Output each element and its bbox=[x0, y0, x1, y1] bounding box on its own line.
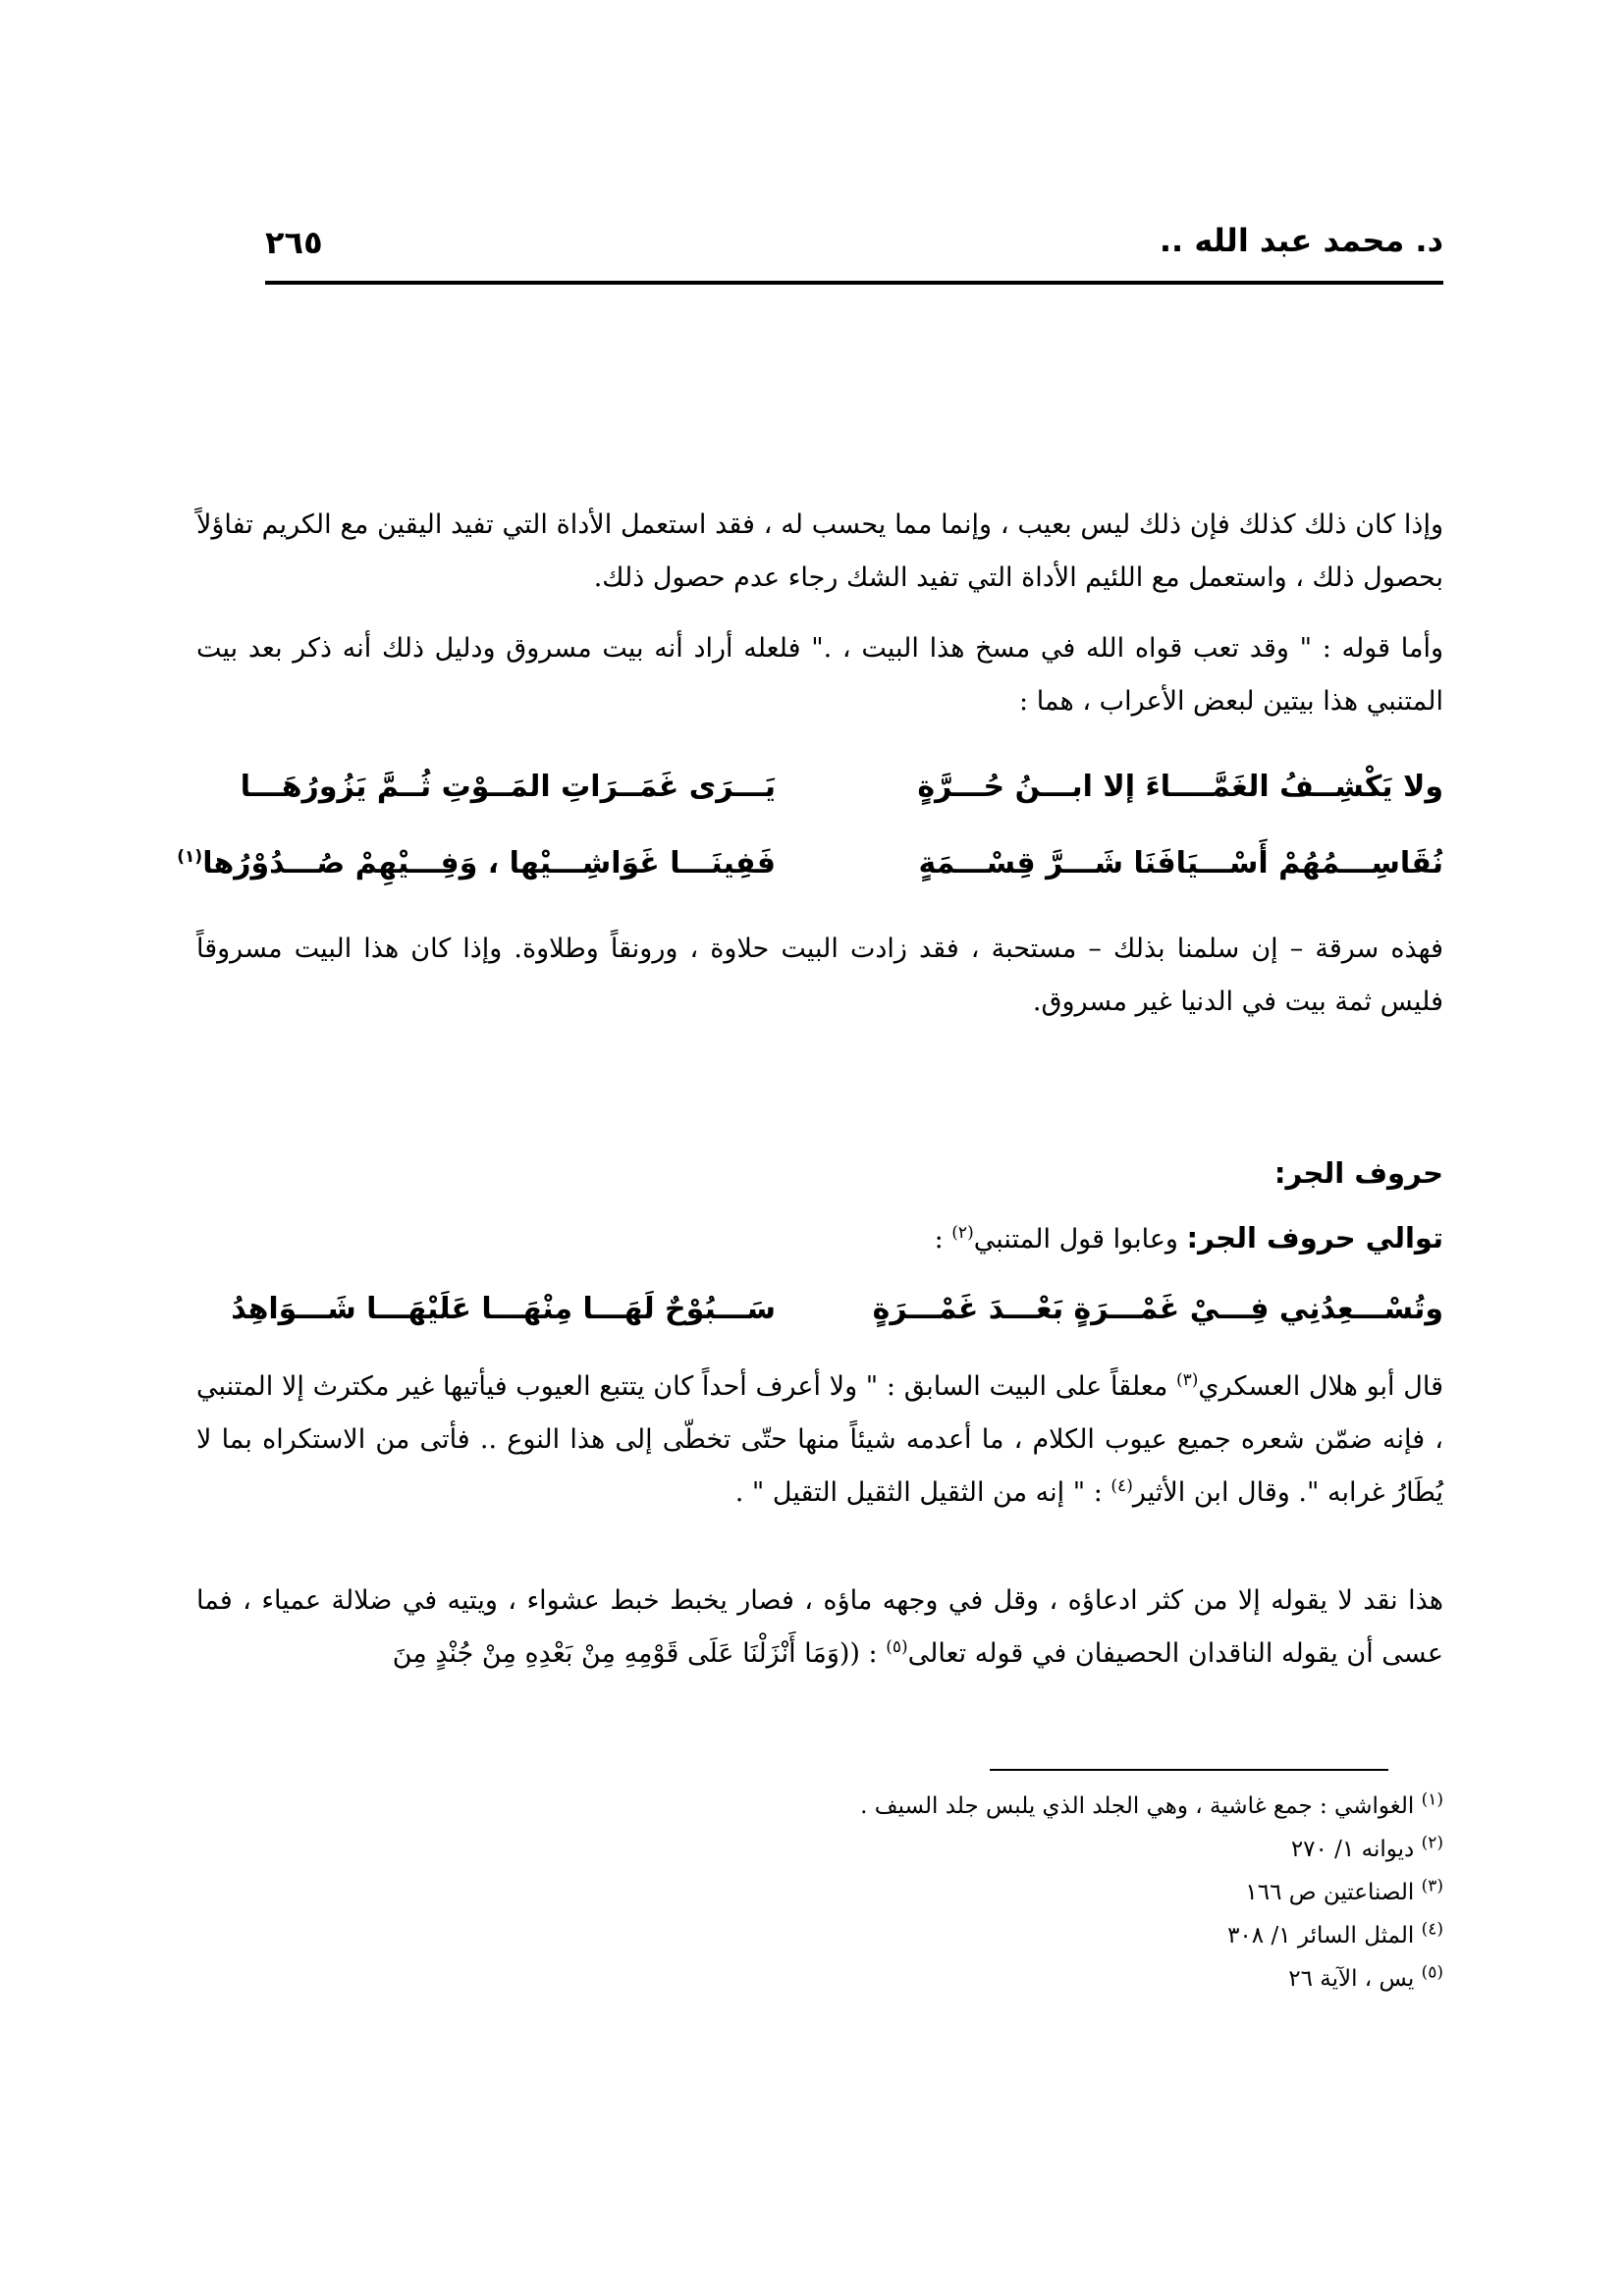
page-number: ٢٦٥ bbox=[265, 224, 323, 261]
footnote bbox=[560, 1914, 1443, 1957]
paragraph-4-part-b: معلقاً على البيت السابق : " ولا أعرف أحداً كان يتتبع العيوب فيأتيها غير مكترث إلا المتنبي ، فإنه ضمّن شعره جميع عيوب الكلام ، ما أعدمه شيئاً منها حتّى تخطّى إلى هذا النوع .. فأتى من الاستكراه بما لا يُطَارُ غرابه ". وقال ابن الأثير bbox=[196, 1371, 1443, 1508]
footnote bbox=[560, 1828, 1443, 1871]
header-rule bbox=[265, 281, 1443, 285]
running-head: د. محمد عبد الله .. bbox=[1159, 222, 1443, 259]
paragraph-5 bbox=[196, 1575, 1443, 1681]
paragraph-4-part-c: : " إنه من الثقيل الثقيل التقيل " . bbox=[734, 1477, 1111, 1508]
subheading-line bbox=[935, 1221, 1443, 1255]
paragraph-4-part-a: قال أبو هلال العسكري bbox=[1198, 1371, 1443, 1402]
paragraph-5-part-b: : ((وَمَا أَنْزَلْنَا عَلَى قَوْمِهِ مِنْ بَعْدِهِ مِنْ جُنْدٍ مِنَ bbox=[392, 1638, 887, 1669]
footnote-mark: (٥) bbox=[1421, 1962, 1443, 1983]
footnote bbox=[560, 1957, 1443, 2001]
verse-3-first-hemistich: وتُسْـــعِدُنِي فِـــيْ غَمْـــرَةٍ بَعْـــدَ غَمْـــرَةٍ bbox=[872, 1292, 1443, 1326]
footnote-text: يس ، الآية ٢٦ bbox=[1288, 1966, 1422, 1992]
footnote-text: الغواشي : جمع غاشية ، وهي الجلد الذي يلبس جلد السيف . bbox=[860, 1793, 1422, 1819]
footnote-separator bbox=[990, 1769, 1388, 1771]
paragraph-5-part-a: هذا نقد لا يقوله إلا من كثر ادعاؤه ، وقل في وجهه ماؤه ، فصار يخبط خبط عشواء ، ويتيه في ضلالة عمياء ، فما عسى أن يقوله الناقدان الحصيفان في قوله تعالى bbox=[196, 1585, 1443, 1669]
verse-2-first-hemistich: نُقَاسِـــمُهُمْ أَسْـــيَافَنَا شَـــرَّ قِسْـــمَةٍ bbox=[918, 846, 1443, 881]
subheading-text: وعابوا قول المتنبي bbox=[973, 1224, 1187, 1255]
footnote-ref-1: (١) bbox=[177, 847, 203, 867]
footnote-ref-4: (٤) bbox=[1110, 1476, 1133, 1496]
verse-line-3 bbox=[196, 1292, 1443, 1351]
section-heading: حروف الجر: bbox=[1273, 1156, 1443, 1190]
verse-3-second-hemistich: سَـــبُوْحٌ لَهَـــا مِنْهَـــا عَلَيْهَـــا شَـــوَاهِدُ bbox=[231, 1292, 776, 1326]
footnote-mark: (٢) bbox=[1421, 1833, 1443, 1853]
paragraph-2: وأما قوله : " وقد تعب قواه الله في مسخ هذا البيت ، ." فلعله أراد أنه بيت مسروق ودليل ذلك أنه ذكر بعد بيت المتنبي هذا بيتين لبعض الأعراب ، هما : bbox=[196, 633, 1443, 717]
verse-line-2 bbox=[177, 846, 1443, 905]
paragraph-3: فهذه سرقة – إن سلمنا بذلك – مستحبة ، فقد زادت البيت حلاوة ، ورونقاً وطلاوة. وإذا كان هذا البيت مسروقاً فليس ثمة بيت في الدنيا غير مسروق. bbox=[196, 934, 1443, 1017]
footnote-text: الصناعتين ص ١٦٦ bbox=[1245, 1880, 1422, 1905]
footnote-mark: (١) bbox=[1421, 1789, 1443, 1810]
footnote bbox=[560, 1785, 1443, 1828]
footnotes bbox=[560, 1785, 1443, 2001]
verse-2-second-hemistich bbox=[177, 846, 776, 881]
footnote-ref-2: (٢) bbox=[951, 1223, 974, 1243]
footnote-text: المثل السائر ١/ ٣٠٨ bbox=[1227, 1923, 1422, 1949]
footnote-mark: (٤) bbox=[1421, 1919, 1443, 1940]
verse-1-first-hemistich: ولا يَكْشِــفُ الغَمَّــــاءَ إلا ابـــنُ حُـــرَّةٍ bbox=[917, 770, 1443, 804]
page-header bbox=[265, 222, 1443, 267]
subheading: توالي حروف الجر: bbox=[1186, 1221, 1443, 1255]
verse-2-second-text: فَفِينَـــا غَوَاشِـــيْها ، وَفِـــيْهِمْ صُـــدُوْرُها bbox=[202, 846, 776, 881]
subheading-tail: : bbox=[934, 1224, 952, 1255]
footnote-mark: (٣) bbox=[1421, 1876, 1443, 1896]
footnote-ref-5: (٥) bbox=[886, 1637, 908, 1657]
verse-1-second-hemistich: يَـــرَى غَمَــرَاتِ المَــوْتِ ثُــمَّ يَزُورُهَـــا bbox=[240, 770, 776, 804]
paragraph-4 bbox=[196, 1361, 1443, 1520]
paragraph-1: وإذا كان ذلك كذلك فإن ذلك ليس بعيب ، وإنما مما يحسب له ، فقد استعمل الأداة التي تفيد اليقين مع الكريم تفاؤلاً بحصول ذلك ، واستعمل مع اللئيم الأداة التي تفيد الشك رجاء عدم حصول ذلك. bbox=[196, 509, 1443, 593]
footnote-ref-3: (٣) bbox=[1176, 1370, 1199, 1390]
footnote-text: ديوانه ١/ ٢٧٠ bbox=[1290, 1837, 1422, 1862]
verse-line-1 bbox=[196, 770, 1443, 828]
footnote bbox=[560, 1871, 1443, 1914]
